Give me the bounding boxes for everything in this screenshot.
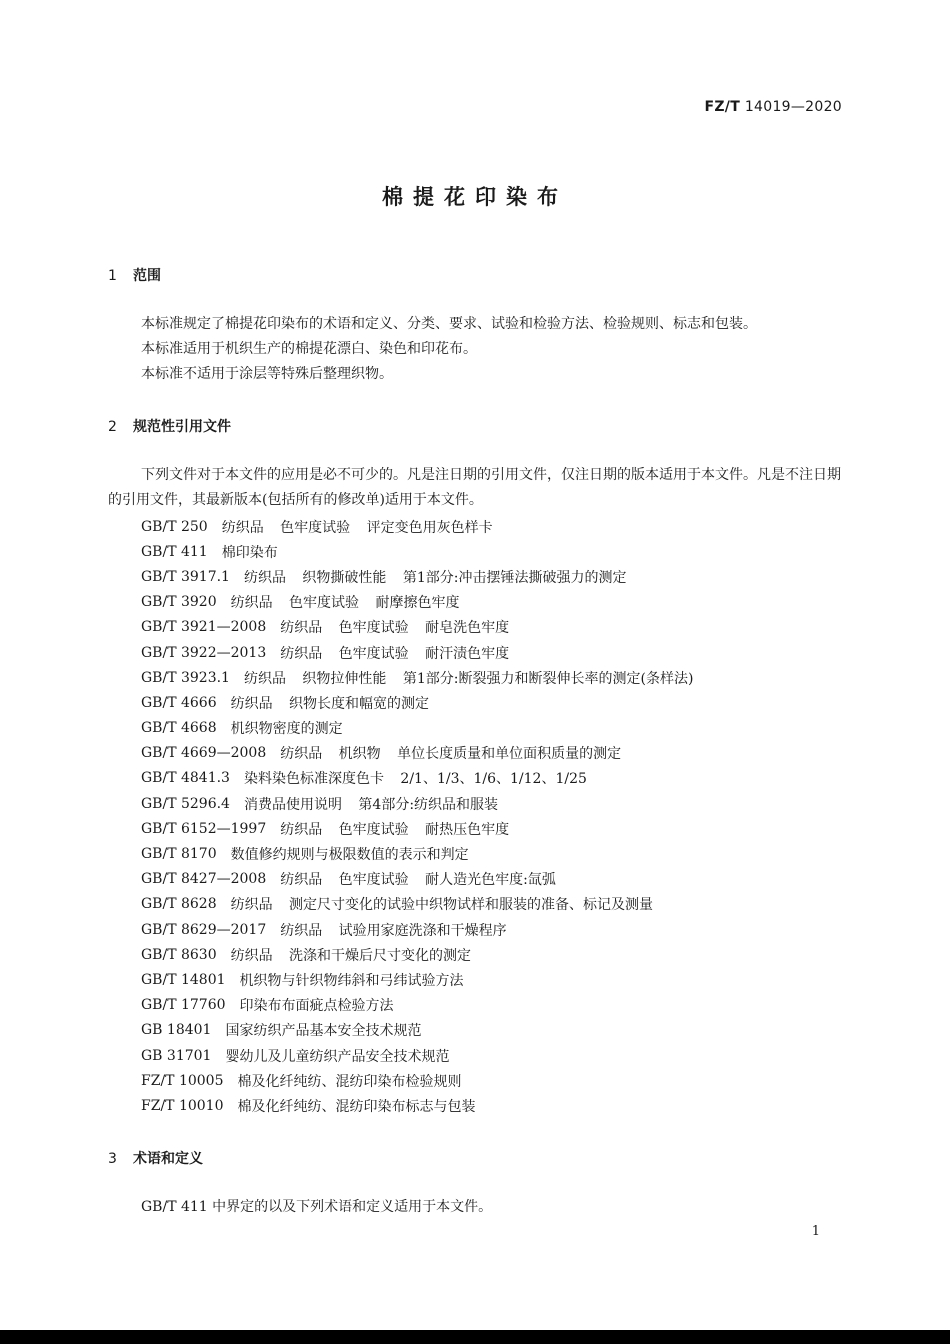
reference-code: GB/T 411 [141, 543, 208, 560]
reference-title: 纺织品 色牢度试验 耐热压色牢度 [280, 821, 510, 838]
reference-code: GB/T 250 [141, 518, 208, 535]
reference-code: GB/T 14801 [141, 971, 226, 988]
section-2-heading [108, 416, 231, 436]
section-number: 2 [108, 419, 117, 435]
reference-title: 棉及化纤纯纺、混纺印染布标志与包装 [237, 1098, 476, 1115]
reference-code: FZ/T 10005 [141, 1072, 224, 1089]
reference-title: 纺织品 机织物 单位长度质量和单位面积质量的测定 [280, 746, 622, 763]
section-title: 范围 [133, 268, 161, 284]
reference-title: 染料染色标准深度色卡 2/1、1/3、1/6、1/12、1/25 [243, 771, 587, 788]
reference-title: 纺织品 色牢度试验 评定变色用灰色样卡 [221, 519, 493, 536]
reference-title: 棉及化纤纯纺、混纺印染布检验规则 [237, 1073, 462, 1090]
reference-code: GB/T 17760 [141, 997, 226, 1014]
reference-item [141, 1093, 843, 1118]
reference-item [141, 766, 843, 791]
section-number: 3 [108, 1151, 117, 1167]
reference-item [141, 1018, 843, 1043]
reference-item [141, 564, 843, 589]
reference-item [141, 841, 843, 866]
reference-code: GB/T 4841.3 [141, 770, 230, 787]
reference-item [141, 967, 843, 992]
section-title: 规范性引用文件 [133, 419, 231, 435]
section-1-heading [108, 265, 161, 285]
reference-code: GB/T 8630 [141, 946, 217, 963]
reference-code: GB/T 4666 [141, 694, 217, 711]
reference-title: 纺织品 织物拉伸性能 第1部分:断裂强力和断裂伸长率的测定(条样法) [243, 670, 694, 687]
reference-title: 婴幼儿及儿童纺织产品安全技术规范 [225, 1048, 450, 1065]
reference-title: 纺织品 试验用家庭洗涤和干燥程序 [280, 922, 507, 939]
reference-code: GB/T 8629—2017 [141, 921, 267, 938]
terms-paragraph: GB/T 411 中界定的以及下列术语和定义适用于本文件。 [141, 1199, 493, 1215]
reference-code: GB/T 4668 [141, 720, 217, 737]
reference-title: 消费品使用说明 第4部分:纺织品和服装 [243, 796, 499, 813]
reference-item [141, 1068, 843, 1093]
reference-code: GB/T 3920 [141, 594, 217, 611]
reference-item [141, 1043, 843, 1068]
reference-title: 纺织品 色牢度试验 耐摩擦色牢度 [230, 595, 460, 612]
reference-title: 纺织品 色牢度试验 耐皂洗色牢度 [280, 620, 510, 637]
reference-item [141, 867, 843, 892]
reference-title: 纺织品 织物长度和幅宽的测定 [230, 695, 430, 712]
reference-item [141, 640, 843, 665]
section-title: 术语和定义 [133, 1151, 203, 1167]
reference-item [141, 665, 843, 690]
section-number: 1 [108, 268, 117, 284]
scope-paragraph-1: 本标准规定了棉提花印染布的术语和定义、分类、要求、试验和检验方法、检验规则、标志和包装。 [141, 316, 757, 332]
scope-paragraph-3: 本标准不适用于涂层等特殊后整理织物。 [141, 366, 393, 382]
page-number: 1 [811, 1224, 820, 1239]
reference-code: GB/T 6152—1997 [141, 820, 267, 837]
reference-code: GB/T 5296.4 [141, 795, 230, 812]
reference-code: GB 31701 [141, 1047, 212, 1064]
reference-item [141, 942, 843, 967]
reference-title: 纺织品 色牢度试验 耐人造光色牢度:氙弧 [280, 872, 556, 889]
bottom-edge-bar [0, 1330, 950, 1344]
reference-list [141, 514, 843, 1119]
reference-item [141, 514, 843, 539]
reference-title: 印染布布面疵点检验方法 [239, 998, 394, 1015]
standard-prefix: FZ/T [704, 99, 741, 115]
reference-title: 纺织品 测定尺寸变化的试验中织物试样和服装的准备、标记及测量 [230, 897, 654, 914]
reference-title: 纺织品 洗涤和干燥后尺寸变化的测定 [230, 947, 472, 964]
scope-paragraph-2: 本标准适用于机织生产的棉提花漂白、染色和印花布。 [141, 341, 477, 357]
reference-title: 数值修约规则与极限数值的表示和判定 [230, 847, 469, 864]
reference-code: GB/T 3921—2008 [141, 619, 267, 636]
reference-code: GB 18401 [141, 1022, 212, 1039]
references-intro: 下列文件对于本文件的应用是必不可少的。凡是注日期的引用文件，仅注日期的版本适用于本文件。凡是不注日期的引用文件，其最新版本(包括所有的修改单)适用于本文件。 [108, 467, 841, 508]
reference-item [141, 741, 843, 766]
reference-item [141, 539, 843, 564]
reference-item [141, 917, 843, 942]
reference-item [141, 716, 843, 741]
reference-title: 机织物密度的测定 [230, 721, 343, 738]
reference-code: GB/T 3917.1 [141, 568, 230, 585]
reference-item [141, 993, 843, 1018]
reference-title: 机织物与针织物纬斜和弓纬试验方法 [239, 972, 464, 989]
reference-code: GB/T 8427—2008 [141, 871, 267, 888]
reference-code: GB/T 4669—2008 [141, 745, 267, 762]
reference-title: 纺织品 色牢度试验 耐汗渍色牢度 [280, 645, 510, 662]
standard-code [704, 99, 842, 115]
standard-number: 14019—2020 [744, 99, 842, 115]
reference-item [141, 615, 843, 640]
reference-code: GB/T 8170 [141, 846, 217, 863]
reference-item [141, 791, 843, 816]
reference-code: FZ/T 10010 [141, 1097, 224, 1114]
reference-title: 国家纺织产品基本安全技术规范 [225, 1023, 422, 1040]
document-title: 棉提花印染布 [382, 185, 568, 209]
section-3-heading [108, 1148, 203, 1168]
reference-item [141, 690, 843, 715]
reference-title: 纺织品 织物撕破性能 第1部分:冲击摆锤法撕破强力的测定 [243, 569, 627, 586]
reference-item [141, 590, 843, 615]
reference-code: GB/T 3922—2013 [141, 644, 267, 661]
reference-title: 棉印染布 [221, 544, 278, 561]
reference-item [141, 816, 843, 841]
reference-code: GB/T 8628 [141, 896, 217, 913]
reference-item [141, 892, 843, 917]
reference-code: GB/T 3923.1 [141, 669, 230, 686]
